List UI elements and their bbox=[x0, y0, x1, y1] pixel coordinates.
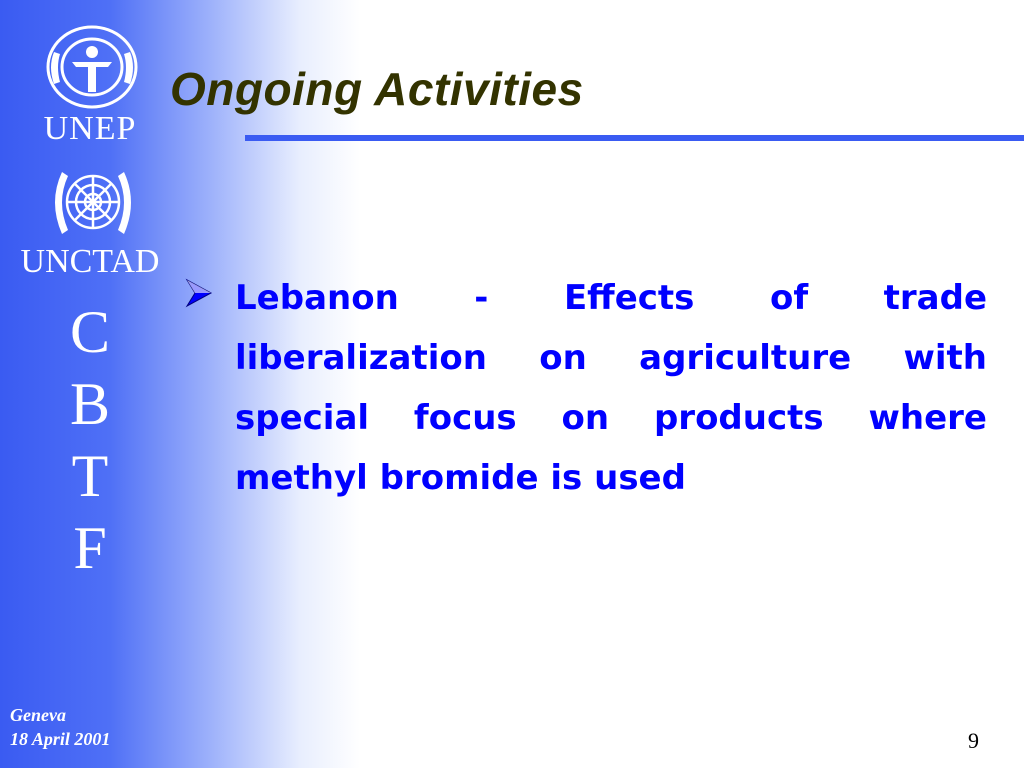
title-underline bbox=[245, 135, 1024, 141]
footer-date: 18 April 2001 bbox=[10, 729, 111, 749]
unctad-label: UNCTAD bbox=[20, 243, 160, 280]
acronym-letter-b: B bbox=[69, 371, 111, 437]
unep-emblem-icon bbox=[42, 22, 142, 112]
footer-city: Geneva bbox=[10, 705, 66, 725]
acronym-letter-t: T bbox=[71, 443, 109, 509]
unep-label: UNEP bbox=[43, 110, 137, 147]
bullet-text: Lebanon - Effects of trade liberalization on agriculture with special focus on products where methyl bromide is used bbox=[235, 278, 987, 498]
acronym-letter-c: C bbox=[69, 299, 111, 365]
un-emblem-icon bbox=[40, 158, 146, 246]
arrow-bullet-icon bbox=[185, 276, 215, 310]
acronym-letter-f: F bbox=[73, 515, 107, 581]
footer-location bbox=[10, 703, 110, 751]
page-number: 9 bbox=[968, 728, 979, 753]
slide-title: Ongoing Activities bbox=[170, 63, 584, 115]
